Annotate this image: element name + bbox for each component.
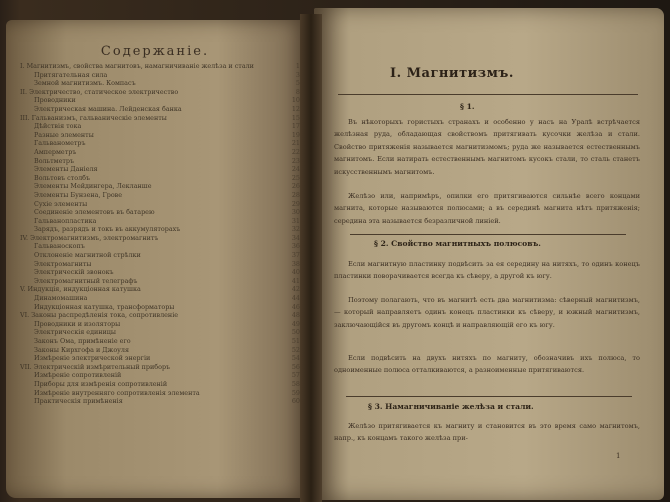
chapter-title: I. Магнитизмъ.: [390, 66, 514, 81]
toc-item: [20, 346, 300, 355]
toc-item-page: 3: [295, 70, 300, 79]
toc-item-page: 32: [291, 225, 300, 234]
toc-item: [20, 311, 300, 320]
book-gutter: [300, 14, 322, 502]
toc-item: [20, 96, 300, 105]
toc-item-page: 10: [291, 96, 300, 105]
toc-item-page: 49: [291, 319, 300, 328]
toc-item: [20, 303, 300, 312]
toc-item-title: Электрическій звонокъ: [34, 268, 114, 277]
toc-item-page: 5: [295, 79, 300, 88]
toc-item-title: Отклоненіе магнитной стрѣлки: [34, 251, 141, 260]
toc-item-title: Электрическая машина. Лейденская банка: [34, 104, 182, 113]
toc-item-title: Вольтовъ столбъ: [34, 173, 91, 182]
toc-item-title: Индукціонная катушка, трансформаторы: [34, 302, 175, 311]
toc-item-title: IV. Электромагнитизмъ, электромагнитъ: [20, 233, 159, 242]
toc-item: [20, 88, 300, 97]
toc-item-title: Земной магнитизмъ. Компасъ: [34, 79, 136, 88]
toc-item-page: 41: [291, 276, 300, 285]
toc-list: [20, 62, 300, 406]
toc-item: [20, 217, 300, 226]
toc-item: [20, 105, 300, 114]
toc-item-page: 60: [291, 397, 300, 406]
toc-item: [20, 225, 300, 234]
toc-item-title: Измѣреніе электрической энергіи: [34, 354, 151, 363]
toc-item-title: Гальваноскопъ: [34, 242, 85, 251]
toc-item: [20, 277, 300, 286]
section-1-mark: § 1.: [460, 102, 475, 111]
toc-item-title: III. Гальванизмъ, гальваническiе элементы: [20, 113, 167, 122]
toc-item-page: 50: [291, 328, 300, 337]
toc-item: [20, 71, 300, 80]
toc-item-page: 17: [291, 122, 300, 131]
toc-item-page: 21: [291, 139, 300, 148]
toc-item-title: Электрическія единицы: [34, 328, 116, 337]
paragraph: Если подвѣсить на двухъ нитяхъ по магниту, обозначивъ ихъ полюса, то одноименные полюса отталкиваются, а разноименные притягиваются.: [334, 354, 640, 375]
toc-item-title: Практическія примѣненія: [34, 397, 123, 406]
toc-item-page: 57: [291, 371, 300, 380]
toc-item-page: 42: [291, 285, 300, 294]
toc-item: [20, 294, 300, 303]
toc-item: [20, 139, 300, 148]
toc-item-title: Элементы Даніеля: [34, 165, 98, 174]
toc-item-page: 46: [291, 302, 300, 311]
toc-item-title: Законы Кирхгофа и Джоуля: [34, 345, 130, 354]
toc-item-page: 1: [295, 62, 300, 70]
toc-item-title: Сухіе элементы: [34, 199, 88, 208]
toc-item-page: 31: [291, 216, 300, 225]
toc-item: [20, 234, 300, 243]
toc-title: Содержаніе.: [100, 44, 210, 59]
toc-item: [20, 79, 300, 88]
toc-item-title: Электромагнитный телеграфъ: [34, 276, 138, 285]
toc-item: [20, 397, 300, 406]
section-rule: [350, 234, 626, 235]
toc-item: [20, 363, 300, 372]
toc-item: [20, 389, 300, 398]
toc-item-title: Вольтметръ: [34, 156, 75, 165]
toc-item-page: 36: [291, 242, 300, 251]
title-rule: [338, 94, 638, 95]
paragraph: Поэтому полагають, что въ магнитѣ есть два магнитизма: сѣверный магнитизмъ, — который направляетъ одинъ конецъ пластинки къ сѣверу, и южный магнитизмъ, заключающійся въ другомъ концѣ и направляющій его къ югу.: [334, 296, 640, 329]
toc-item: [20, 208, 300, 217]
toc-item: [20, 371, 300, 380]
toc-item-title: V. Индукція, индукціонная катушка: [20, 285, 141, 294]
paragraph: Если магнитную пластинку подвѣсить за ея середину на нитяхъ, то одинъ конецъ пластинки поворачивается всегда къ сѣверу, а другой къ югу.: [334, 260, 640, 281]
toc-item: [20, 200, 300, 209]
toc-item-title: II. Электричество, статическое электричество: [20, 87, 179, 96]
toc-item-page: 15: [291, 113, 300, 122]
paragraph: Въ нѣкоторыхъ гористыхъ странахъ и особенно у насъ на Уралѣ встрѣчается желѣзная руда, обладающая свойствомъ притягивать кусочки желѣза и стали. Свойство притяженія называется магнитизмомъ; руда же называется естественнымъ магнитомъ. Если натирать естественнымъ магнитомъ кусокъ стали, то сталь станетъ искусственнымъ магнитомъ.: [334, 118, 640, 176]
toc-item-title: Измѣреніе сопротивленій: [34, 371, 122, 380]
toc-item-page: 37: [291, 251, 300, 260]
toc-item-page: 58: [291, 379, 300, 388]
toc-item-title: Дѣйствiя тока: [34, 122, 82, 131]
toc-item: [20, 182, 300, 191]
toc-item-page: 19: [291, 130, 300, 139]
toc-item: [20, 337, 300, 346]
toc-item-title: Динамомашина: [34, 294, 88, 303]
toc-item-title: I. Магнитизмъ, свойства магнитовъ, намагничиванiе желѣза и стали: [20, 62, 254, 70]
toc-item-page: 59: [291, 388, 300, 397]
toc-item: [20, 380, 300, 389]
toc-item: [20, 260, 300, 269]
section-3-title: § 3. Намагничиваніе желѣза и стали.: [368, 402, 534, 411]
toc-item-page: 24: [291, 165, 300, 174]
paragraph: Желѣзо притягивается къ магниту и становится въ это время само магнитомъ, напр., къ концамъ такого желѣза при-: [334, 422, 640, 443]
toc-item-title: Соединеніе элементовъ въ батарею: [34, 208, 155, 217]
toc-item-page: 22: [291, 147, 300, 156]
toc-item: [20, 328, 300, 337]
toc-item-page: 54: [291, 354, 300, 363]
toc-item-title: Элементы Бунзена, Грове: [34, 190, 123, 199]
toc-item: [20, 285, 300, 294]
toc-item: [20, 157, 300, 166]
section-2-title: § 2. Свойство магнитныхъ полюсовъ.: [374, 239, 541, 248]
toc-item: [20, 174, 300, 183]
toc-item-page: 52: [291, 345, 300, 354]
toc-item-page: 8: [295, 87, 300, 96]
toc-item: [20, 242, 300, 251]
toc-item-title: Приборы для измѣренія сопротивленій: [34, 379, 168, 388]
paragraph: Желѣзо или, напримѣръ, опилки его притягиваются сильнѣе всего концами магнита, которые называются полюсами; а въ серединѣ магнита нѣтъ притяженія; середина эта называется безразличной линіей.: [334, 192, 640, 225]
toc-item-page: 28: [291, 190, 300, 199]
toc-item: [20, 320, 300, 329]
page-number: 1: [616, 452, 621, 460]
toc-item-title: Измѣреніе внутренняго сопротивленія элемента: [34, 388, 200, 397]
toc-item-title: Электромагниты: [34, 259, 92, 268]
toc-item-page: 12: [291, 104, 300, 113]
toc-item-title: Гальванопластика: [34, 216, 97, 225]
toc-item-page: 29: [291, 199, 300, 208]
toc-item-page: 51: [291, 337, 300, 345]
toc-item-page: 48: [291, 311, 300, 320]
toc-item: [20, 148, 300, 157]
toc-item: [20, 165, 300, 174]
toc-item: [20, 354, 300, 363]
toc-item: [20, 62, 300, 71]
toc-item-title: Элементы Мейдингера, Лекланше: [34, 182, 152, 191]
toc-item-page: 56: [291, 362, 300, 371]
toc-item: [20, 251, 300, 260]
toc-item-title: VI. Законы распредѣленія тока, сопротивленіе: [20, 311, 179, 320]
toc-item-title: Разные элементы: [34, 130, 94, 139]
toc-item-page: 40: [291, 268, 300, 277]
toc-item-page: 23: [291, 156, 300, 165]
toc-item: [20, 114, 300, 123]
toc-item-page: 26: [291, 182, 300, 191]
toc-item: [20, 191, 300, 200]
toc-item-page: 30: [291, 208, 300, 217]
toc-item-title: Притягательная сила: [34, 70, 108, 79]
toc-item-page: 38: [291, 259, 300, 268]
toc-item-page: 25: [291, 173, 300, 182]
section-rule: [346, 396, 632, 397]
toc-item-title: Проводники: [34, 96, 76, 105]
toc-item-title: Гальванометръ: [34, 139, 86, 148]
toc-item: [20, 131, 300, 140]
toc-item-title: Амперметръ: [34, 147, 77, 156]
toc-item-title: VII. Электрическій измѣрительный приборъ: [20, 362, 171, 371]
toc-item-title: Зарядъ, разрядъ и токъ въ аккумуляторахъ: [34, 225, 181, 234]
toc-item: [20, 122, 300, 131]
toc-item-page: 34: [291, 233, 300, 242]
toc-item-page: 44: [291, 294, 300, 303]
toc-item-title: Законъ Ома, примѣненіе его: [34, 337, 131, 345]
toc-item-title: Проводники и изоляторы: [34, 319, 121, 328]
toc-item: [20, 268, 300, 277]
